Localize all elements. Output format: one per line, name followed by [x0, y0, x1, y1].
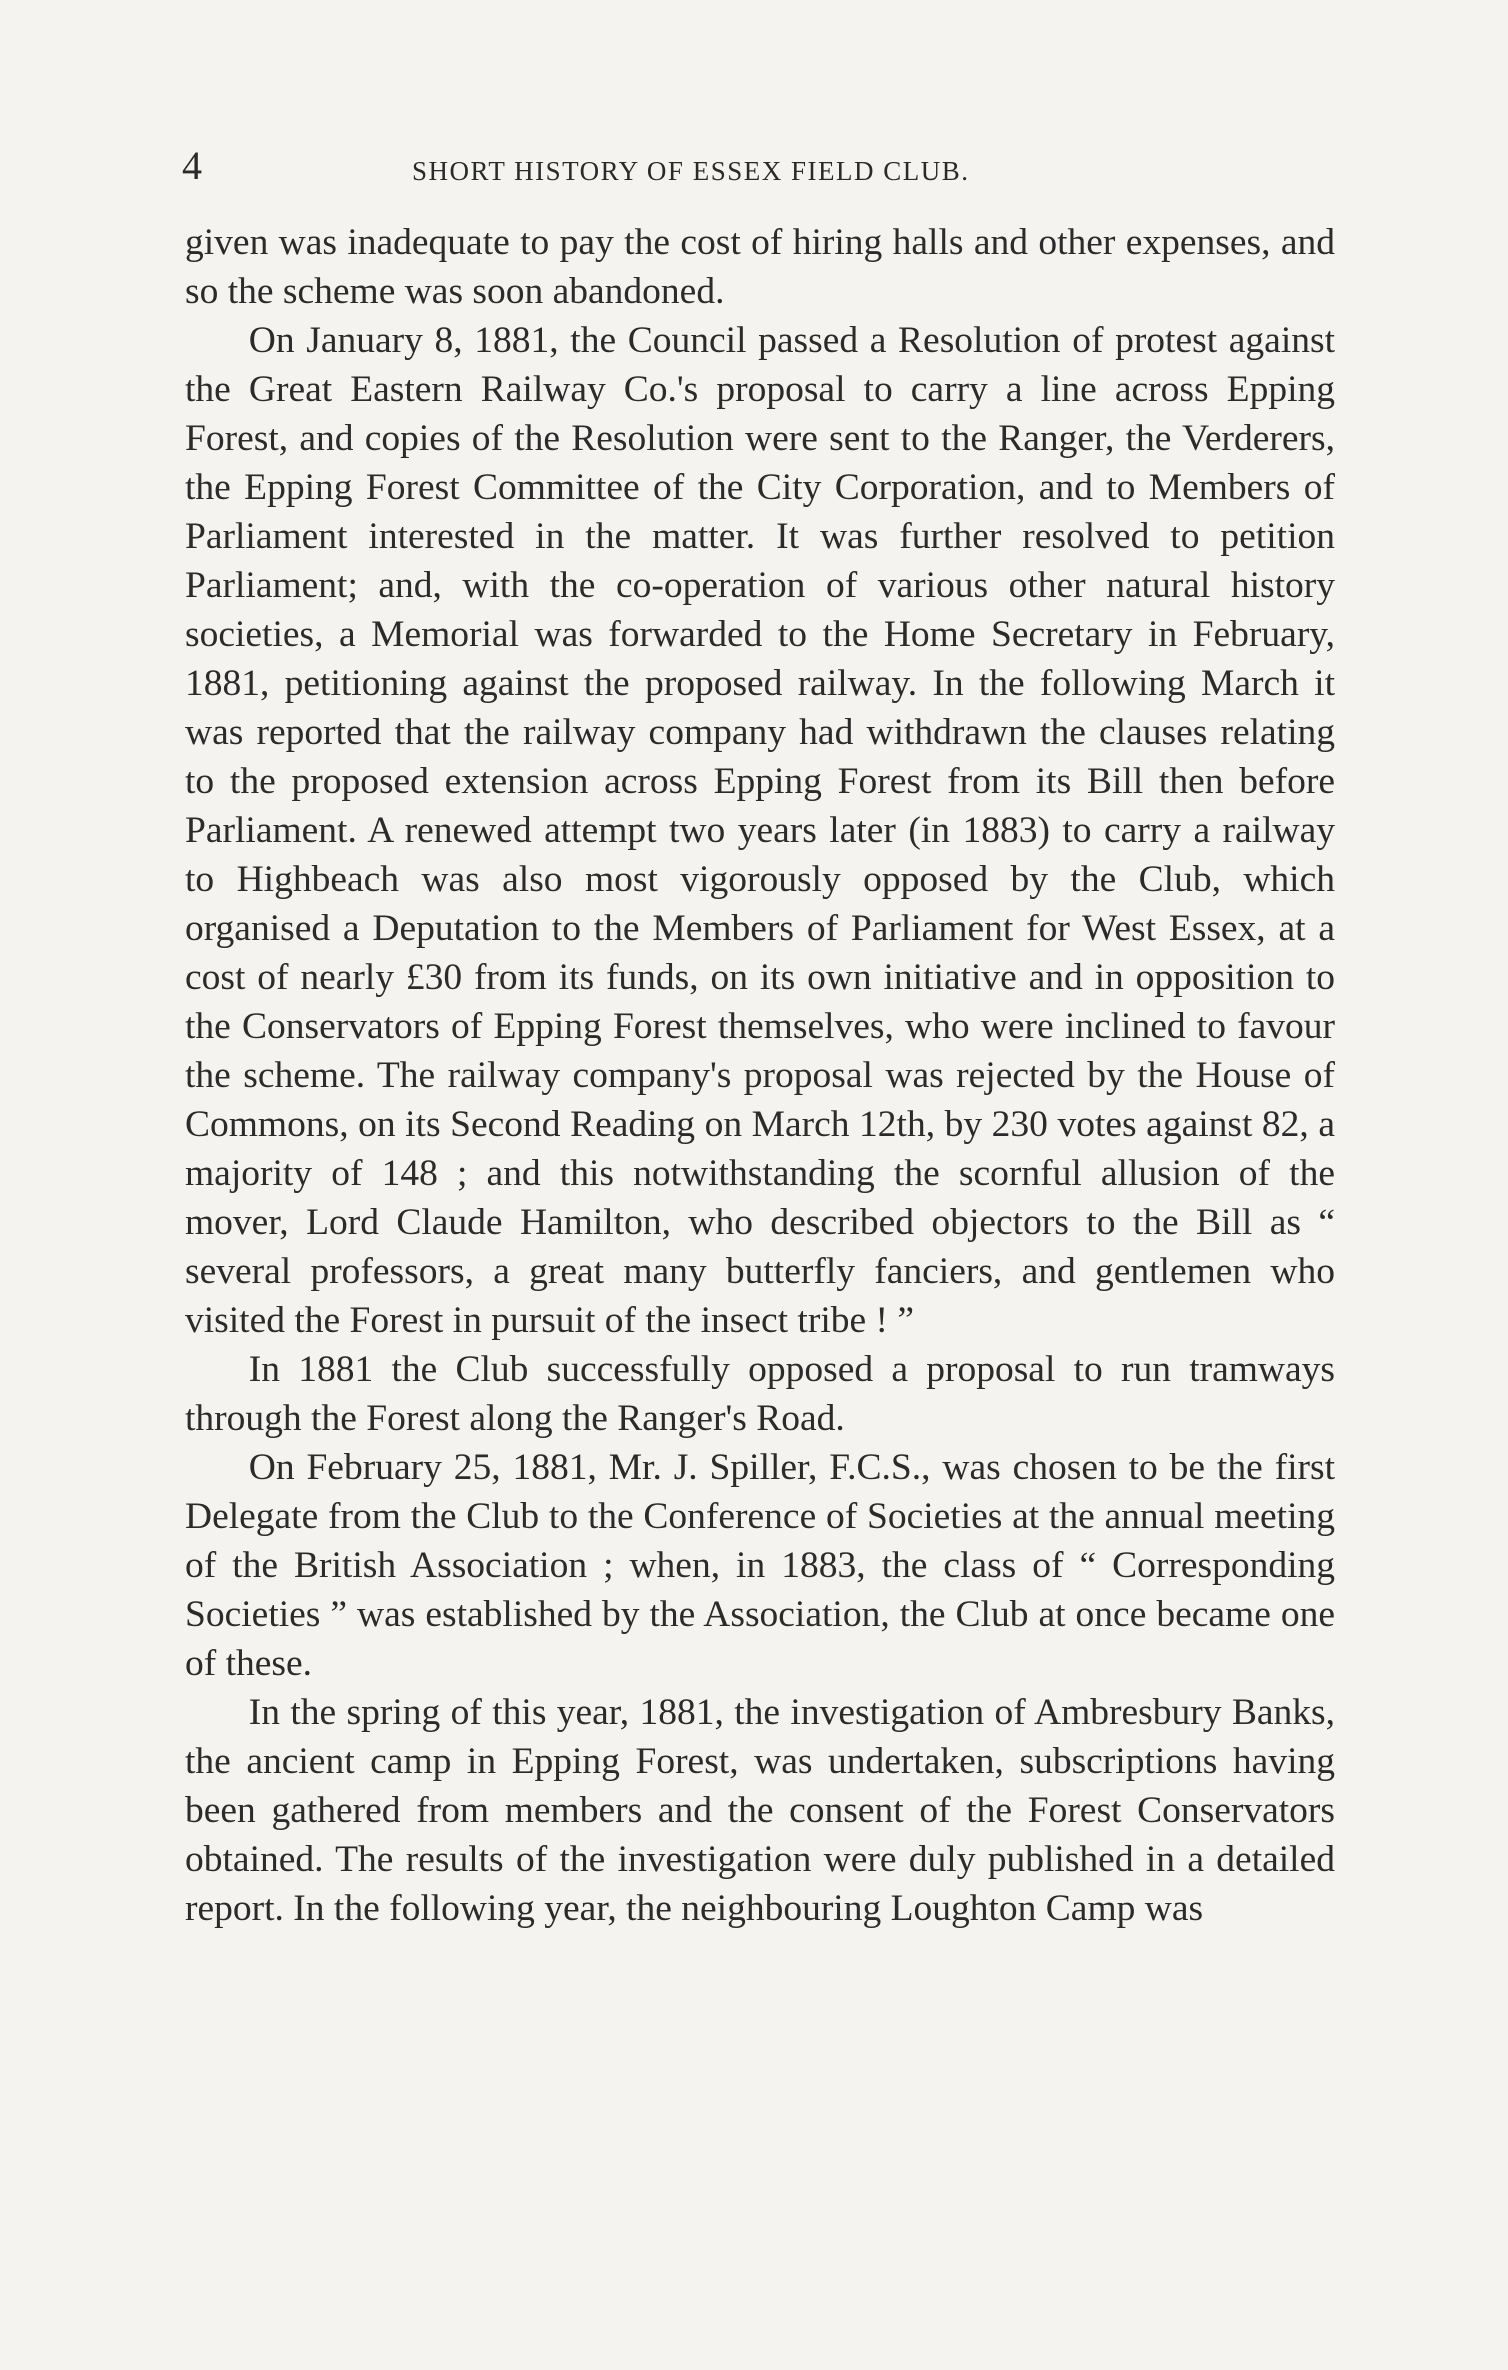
paragraph: On February 25, 1881, Mr. J. Spiller, F.C.S., was chosen to be the first Delegate from the Club to the Conference of Societies at the annual meeting of the British Association ; when, in 1883, the class of “ Corresponding Societies ” was established by the Association, the Club at once became one of these.	[185, 1447, 1335, 1684]
running-head: SHORT HISTORY OF ESSEX FIELD CLUB.	[412, 156, 970, 186]
paragraph: On January 8, 1881, the Council passed a Resolution of protest against the Great Eastern Railway Co.'s proposal to carry a line across Epping Forest, and copies of the Resolution were sent to the Ranger, the Verderers, the Epping Forest Committee of the City Corporation, and to Members of Parliament interested in the matter. It was further resolved to petition Parliament; and, with the co-operation of various other natural history societies, a Memorial was forwarded to the Home Secretary in February, 1881, petitioning against the proposed railway. In the following March it was reported that the railway company had withdrawn the clauses relating to the proposed extension across Epping Forest from its Bill then before Parliament. A renewed attempt two years later (in 1883) to carry a railway to Highbeach was also most vigorously opposed by the Club, which organised a Deputation to the Members of Parliament for West Essex, at a cost of nearly £30 from its funds, on its own initiative and in opposition to the Conservators of Epping Forest themselves, who were inclined to favour the scheme. The railway company's proposal was rejected by the House of Commons, on its Second Reading on March 12th, by 230 votes against 82, a majority of 148 ; and this notwithstanding the scornful allusion of the mover, Lord Claude Hamilton, who described objectors to the Bill as “ several professors, a great many butterfly fanciers, and gentlemen who visited the Forest in pursuit of the insect tribe ! ”	[185, 320, 1335, 1341]
page-header	[182, 143, 1332, 190]
paragraph: In 1881 the Club successfully opposed a proposal to run tramways through the Forest along the Ranger's Road.	[185, 1349, 1335, 1439]
paragraph: given was inadequate to pay the cost of hiring halls and other expenses, and so the scheme was soon abandoned.	[185, 222, 1335, 312]
page-number: 4	[182, 143, 202, 188]
body-text	[185, 218, 1335, 1933]
paragraph: In the spring of this year, 1881, the investigation of Ambresbury Banks, the ancient camp in Epping Forest, was undertaken, subscriptions having been gathered from members and the consent of the Forest Conservators obtained. The results of the investigation were duly published in a detailed report. In the following year, the neighbouring Loughton Camp was	[185, 1692, 1335, 1929]
